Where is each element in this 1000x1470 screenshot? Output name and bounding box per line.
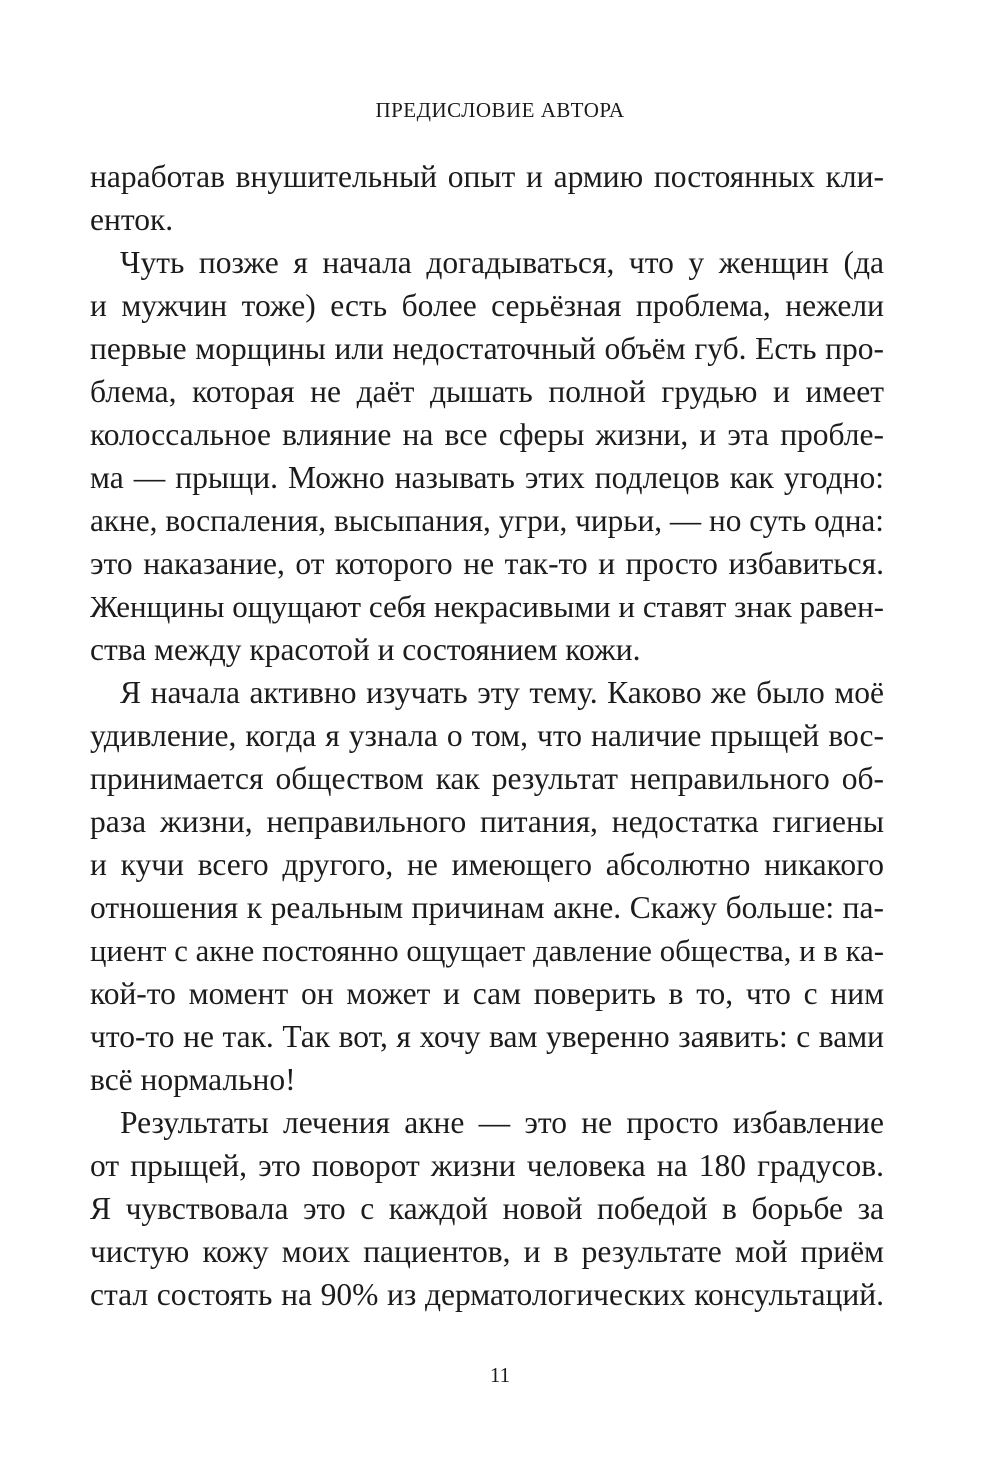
- text-line: колоссальное влияние на все сферы жизни, и эта пробле-: [90, 417, 884, 452]
- page-number: 11: [489, 1363, 511, 1387]
- text-line: это наказание, от которого не так-то и просто избавиться.: [90, 546, 884, 581]
- text-line: Я начала активно изучать эту тему. Каково же было моё: [120, 675, 884, 710]
- text-line: стал состоять на 90% из дерматологических консультаций.: [90, 1277, 884, 1312]
- text-line: что-то не так. Так вот, я хочу вам уверенно заявить: с вами: [90, 1019, 884, 1054]
- text-line: циент с акне постоянно ощущает давление общества, и в ка-: [90, 934, 884, 968]
- text-line: раза жизни, неправильного питания, недостатка гигиены: [90, 804, 884, 839]
- text-line: и мужчин тоже) есть более серьёзная проблема, нежели: [90, 288, 884, 323]
- running-header: ПРЕДИСЛОВИЕ АВТОРА: [375, 98, 625, 122]
- text-line: кой-то момент он может и сам поверить в то, что с ним: [90, 976, 884, 1011]
- text-line: принимается обществом как результат неправильного об-: [90, 761, 884, 796]
- text-line: Я чувствовала это с каждой новой победой в борьбе за: [90, 1191, 884, 1226]
- text-line: отношения к реальным причинам акне. Скажу больше: па-: [90, 890, 884, 925]
- text-line: ства между красотой и состоянием кожи.: [90, 632, 641, 667]
- text-line: чистую кожу моих пациентов, и в результате мой приём: [90, 1234, 884, 1269]
- text-line: енток.: [90, 202, 174, 237]
- text-line: первые морщины или недостаточный объём губ. Есть про-: [90, 331, 884, 366]
- text-line: ма — прыщи. Можно называть этих подлецов как угодно:: [90, 460, 884, 495]
- text-line: блема, которая не даёт дышать полной грудью и имеет: [90, 374, 884, 409]
- text-line: и кучи всего другого, не имеющего абсолютно никакого: [90, 847, 884, 882]
- text-line: от прыщей, это поворот жизни человека на 180 градусов.: [90, 1148, 884, 1183]
- text-line: Чуть позже я начала догадываться, что у женщин (да: [120, 245, 884, 280]
- text-line: Женщины ощущают себя некрасивыми и ставят знак равен-: [90, 589, 884, 624]
- text-line: всё нормально!: [90, 1062, 296, 1097]
- text-line: удивление, когда я узнала о том, что наличие прыщей вос-: [90, 718, 884, 753]
- text-line: акне, воспаления, высыпания, угри, чирьи, — но суть одна:: [90, 503, 884, 538]
- text-line: наработав внушительный опыт и армию постоянных кли-: [90, 159, 884, 194]
- text-line: Результаты лечения акне — это не просто избавление: [120, 1105, 884, 1140]
